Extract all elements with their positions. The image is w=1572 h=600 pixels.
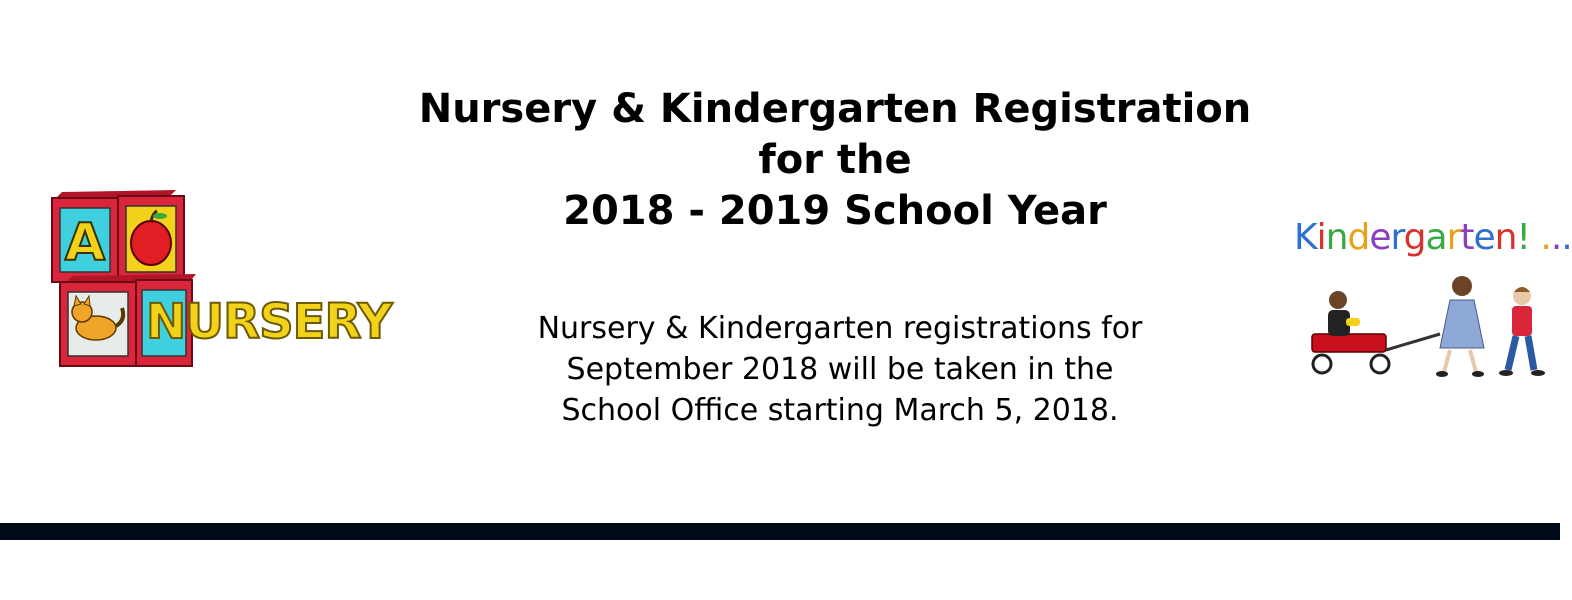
page-title <box>330 84 1340 237</box>
child-icon <box>1436 276 1484 377</box>
child-icon <box>1499 287 1545 376</box>
announcement-line-3: School Office starting March 5, 2018. <box>561 393 1119 428</box>
nursery-word: NURSERY <box>146 294 392 350</box>
section-divider <box>0 523 1560 540</box>
block-a-letter: A <box>64 213 106 273</box>
wagon-icon <box>1312 291 1440 373</box>
kindergarten-kids-icon <box>1290 210 1560 390</box>
title-line-1: Nursery & Kindergarten Registration <box>418 86 1252 132</box>
apple-block-icon <box>118 196 184 282</box>
announcement-line-2: September 2018 will be taken in the <box>566 352 1114 387</box>
kindergarten-word: Kindergarten! ... <box>1294 217 1572 258</box>
title-line-3: 2018 - 2019 School Year <box>563 188 1107 234</box>
title-line-2: for the <box>758 137 912 183</box>
announcement-line-1: Nursery & Kindergarten registrations for <box>537 311 1143 346</box>
registration-announcement <box>430 308 1250 431</box>
